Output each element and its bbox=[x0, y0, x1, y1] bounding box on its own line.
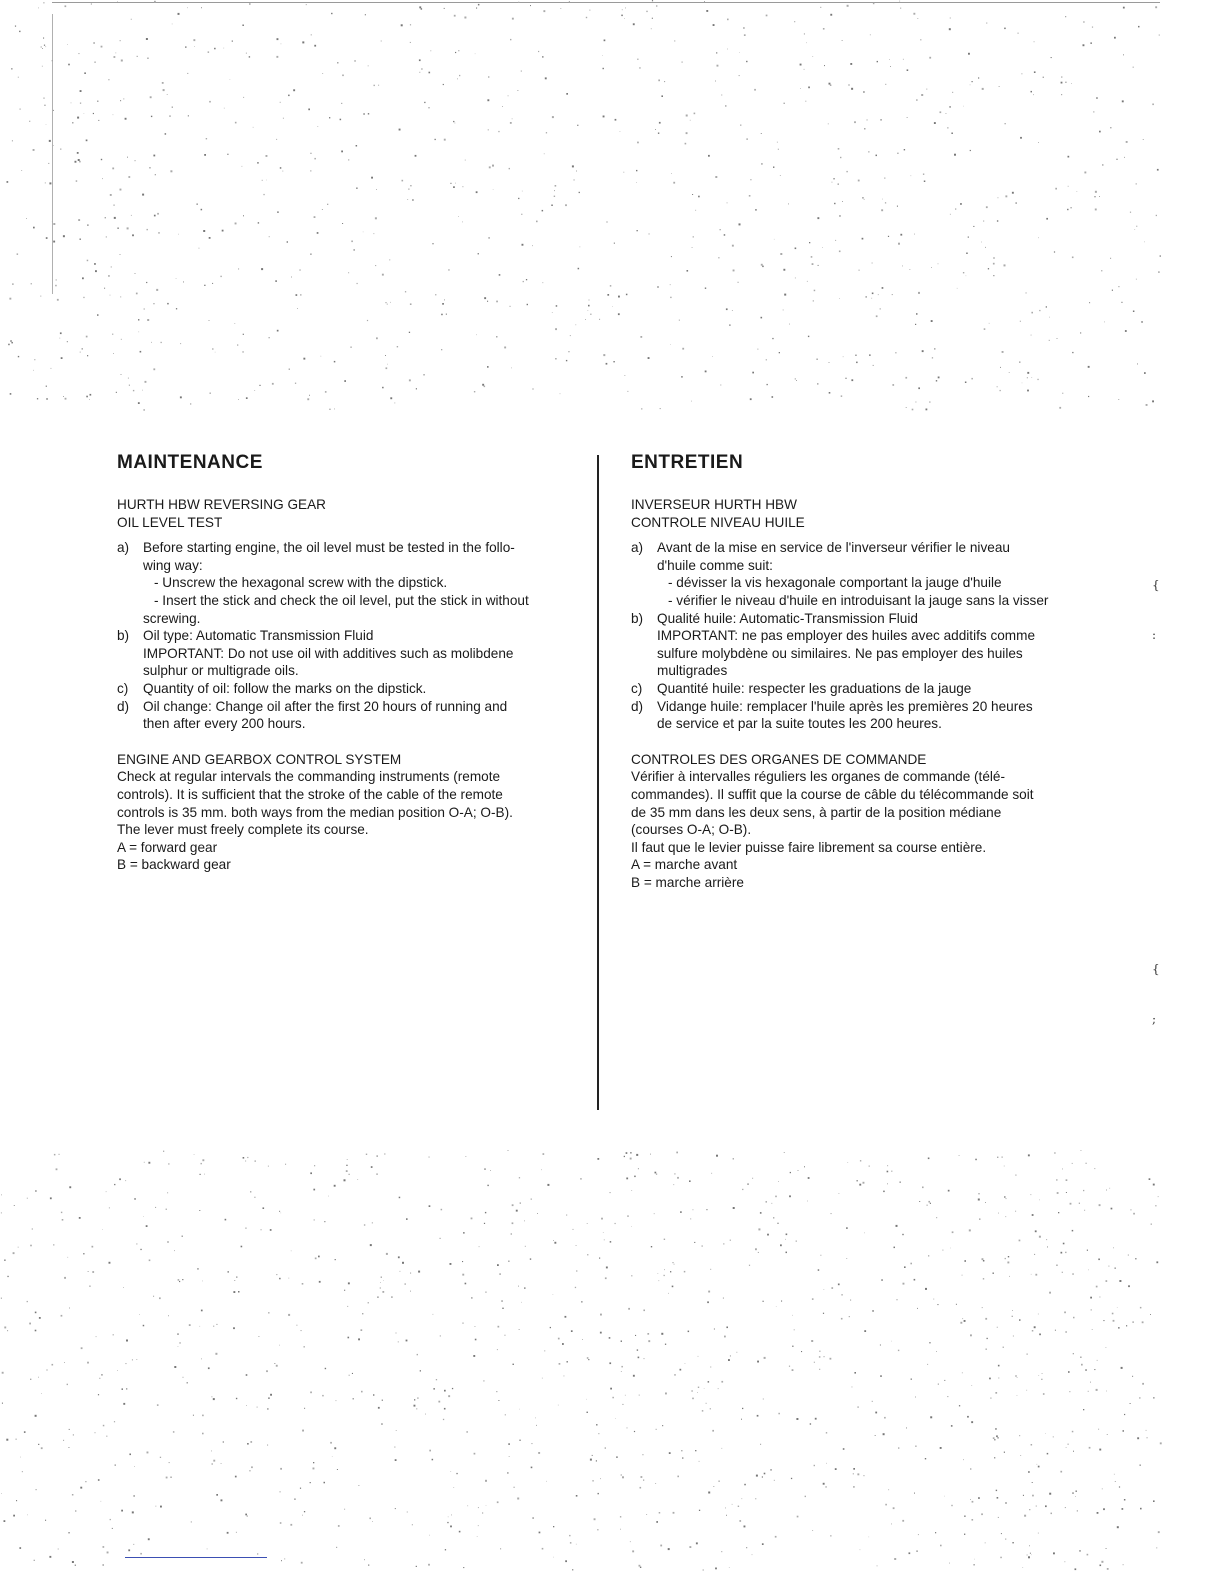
section2-line: controls is 35 mm. both ways from the median position O-A; O-B). bbox=[117, 804, 513, 820]
list-item-subline: - vérifier le niveau d'huile en introduisant la jauge sans la visser bbox=[668, 592, 1049, 608]
list-item-line: de service et par la suite toutes les 200 heures. bbox=[657, 716, 942, 732]
list-item-marker: d) bbox=[631, 698, 644, 714]
section2-line: B = backward gear bbox=[117, 857, 231, 873]
english-subtitle-1: HURTH HBW REVERSING GEAR bbox=[117, 497, 326, 512]
french-title: ENTRETIEN bbox=[631, 452, 744, 473]
section2-line: Il faut que le levier puisse faire librement sa course entière. bbox=[631, 839, 987, 855]
margin-mark: ; bbox=[1152, 1012, 1157, 1026]
list-item-marker: c) bbox=[631, 680, 643, 696]
list-item-marker: a) bbox=[117, 540, 130, 556]
list-item-line: Quantity of oil: follow the marks on the dipstick. bbox=[143, 680, 427, 696]
list-item bbox=[117, 680, 573, 698]
list-item bbox=[631, 698, 1087, 733]
list-item bbox=[117, 539, 573, 627]
list-item-marker: b) bbox=[631, 610, 644, 626]
list-item-line: Quantité huile: respecter les graduations de la jauge bbox=[657, 680, 972, 696]
section2-line: de 35 mm dans les deux sens, à partir de la position médiane bbox=[631, 804, 1002, 820]
list-item-subline: screwing. bbox=[143, 610, 201, 626]
column-divider bbox=[597, 455, 599, 1110]
list-item-line: IMPORTANT: Do not use oil with additives such as molibdene bbox=[143, 645, 514, 661]
french-oil-level-list bbox=[631, 539, 1087, 733]
french-subtitle-1: INVERSEUR HURTH HBW bbox=[631, 497, 797, 512]
section2-line: commandes). Il suffit que la course de câble du télécommande soit bbox=[631, 786, 1034, 802]
scan-noise-bottom bbox=[0, 1150, 1224, 1584]
list-item-line: Oil change: Change oil after the first 20 hours of running and bbox=[143, 698, 508, 714]
list-item-marker: c) bbox=[117, 680, 129, 696]
section2-line: The lever must freely complete its course. bbox=[117, 822, 369, 838]
list-item-line: multigrades bbox=[657, 663, 728, 679]
section2-line: A = marche avant bbox=[631, 857, 738, 873]
margin-mark: { bbox=[1152, 578, 1160, 592]
english-title: MAINTENANCE bbox=[117, 452, 263, 473]
english-column bbox=[117, 452, 573, 874]
bottom-scan-rule bbox=[125, 1557, 267, 1558]
section2-line: A = forward gear bbox=[117, 839, 218, 855]
list-item-subline: - Insert the stick and check the oil level, put the stick in without bbox=[154, 592, 529, 608]
list-item bbox=[631, 680, 1087, 698]
section2-line: (courses O-A; O-B). bbox=[631, 822, 752, 838]
list-item-subline: - dévisser la vis hexagonale comportant la jauge d'huile bbox=[668, 575, 1002, 591]
list-item bbox=[117, 698, 573, 733]
list-item-marker: d) bbox=[117, 698, 130, 714]
french-subtitle-2: CONTROLE NIVEAU HUILE bbox=[631, 514, 805, 530]
list-item-line: sulphur or multigrade oils. bbox=[143, 663, 299, 679]
list-item-subline: - Unscrew the hexagonal screw with the dipstick. bbox=[154, 575, 448, 591]
list-item-line: sulfure molybdène ou similaires. Ne pas employer des huiles bbox=[657, 645, 1023, 661]
list-item-line: d'huile comme suit: bbox=[657, 557, 773, 573]
french-section2-title: CONTROLES DES ORGANES DE COMMANDE bbox=[631, 751, 927, 767]
margin-mark: { bbox=[1152, 962, 1160, 976]
list-item-line: wing way: bbox=[143, 557, 203, 573]
section2-line: B = marche arrière bbox=[631, 874, 744, 890]
list-item-line: Before starting engine, the oil level must be tested in the follo- bbox=[143, 540, 515, 556]
english-section2-title: ENGINE AND GEARBOX CONTROL SYSTEM bbox=[117, 751, 402, 767]
list-item bbox=[631, 610, 1087, 680]
section2-line: Check at regular intervals the commanding instruments (remote bbox=[117, 769, 501, 785]
list-item-line: Vidange huile: remplacer l'huile après les premières 20 heures bbox=[657, 698, 1033, 714]
french-section2-body bbox=[631, 768, 1087, 891]
list-item-marker: a) bbox=[631, 540, 644, 556]
scan-noise-top bbox=[0, 0, 1224, 420]
section2-line: Vérifier à intervalles réguliers les organes de commande (télé- bbox=[631, 769, 1006, 785]
list-item bbox=[117, 627, 573, 680]
english-section2-body bbox=[117, 768, 573, 874]
list-item-line: Oil type: Automatic Transmission Fluid bbox=[143, 628, 374, 644]
list-item-line: then after every 200 hours. bbox=[143, 716, 306, 732]
list-item-marker: b) bbox=[117, 628, 130, 644]
list-item-line: IMPORTANT: ne pas employer des huiles avec additifs comme bbox=[657, 628, 1036, 644]
list-item-line: Qualité huile: Automatic-Transmission Fluid bbox=[657, 610, 918, 626]
margin-mark: : bbox=[1152, 628, 1157, 642]
french-column bbox=[631, 452, 1087, 891]
english-subtitle-2: OIL LEVEL TEST bbox=[117, 514, 223, 530]
list-item-line: Avant de la mise en service de l'inverseur vérifier le niveau bbox=[657, 540, 1010, 556]
english-oil-level-list bbox=[117, 539, 573, 733]
list-item bbox=[631, 539, 1087, 609]
section2-line: controls). It is sufficient that the stroke of the cable of the remote bbox=[117, 786, 503, 802]
